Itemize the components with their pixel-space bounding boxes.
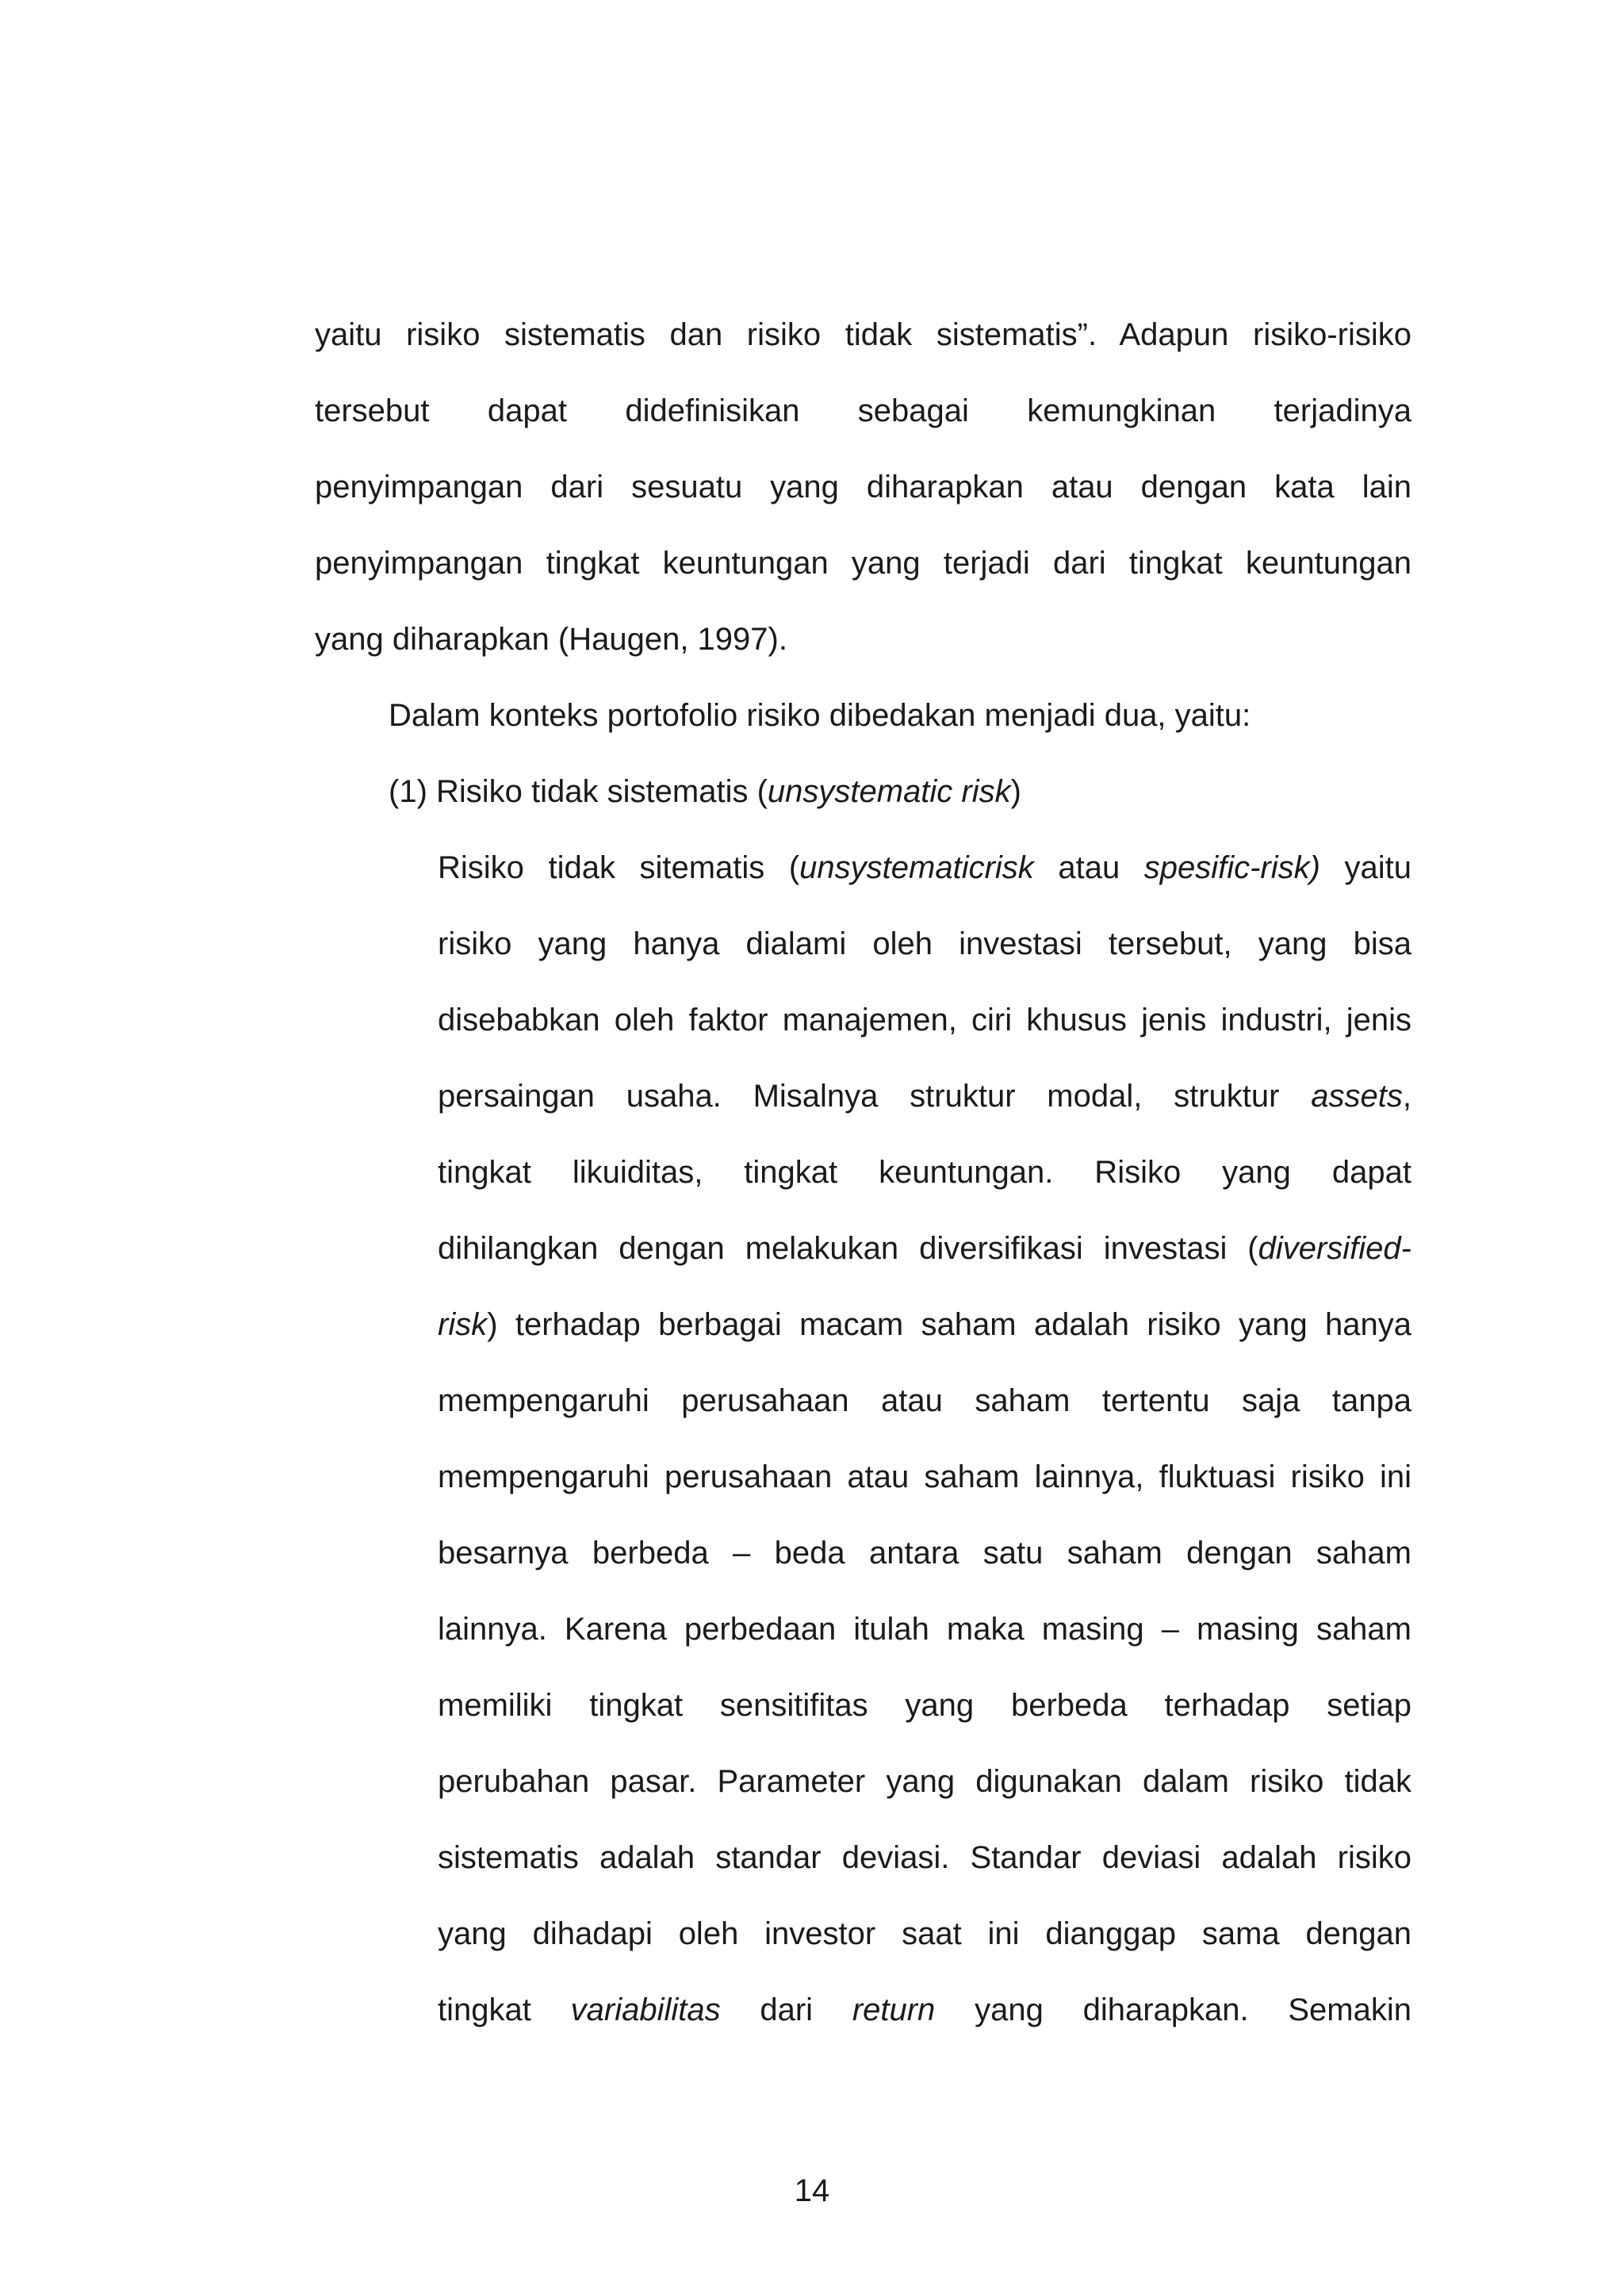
intro-sentence: Dalam konteks portofolio risiko dibedakan menjadi dua, yaitu:	[389, 698, 1251, 733]
text-run: yaitu	[1320, 850, 1412, 885]
paragraph-line	[438, 844, 1411, 892]
italic-term: return	[852, 1992, 936, 2027]
italic-term: unsystematicrisk	[799, 850, 1034, 885]
text-run: tingkat	[438, 1992, 571, 2027]
paragraph-line: penyimpangan tingkat keuntungan yang terjadi dari tingkat keuntungan	[315, 546, 1411, 581]
paragraph-line: mempengaruhi perusahaan atau saham tertentu saja tanpa	[438, 1383, 1411, 1418]
italic-term: diversified-	[1258, 1231, 1411, 1266]
italic-term: risk	[438, 1307, 488, 1342]
paragraph-line	[438, 1072, 1411, 1120]
paragraph-line: lainnya. Karena perbedaan itulah maka masing – masing saham	[438, 1612, 1411, 1647]
list-item-label-italic: unsystematic risk	[767, 774, 1011, 809]
list-item-heading	[389, 768, 1021, 815]
paragraph-line: risiko yang hanya dialami oleh investasi tersebut, yang bisa	[438, 926, 1411, 961]
text-run: ) terhadap berbagai macam saham adalah risiko yang hanya	[487, 1307, 1411, 1342]
italic-term: spesific-risk)	[1143, 850, 1320, 885]
italic-term: variabilitas	[570, 1992, 721, 2027]
paragraph-line: sistematis adalah standar deviasi. Standar deviasi adalah risiko	[438, 1840, 1411, 1875]
text-run: dihilangkan dengan melakukan diversifikasi investasi (	[438, 1231, 1258, 1266]
paragraph-line: yang diharapkan (Haugen, 1997).	[315, 622, 787, 657]
paragraph-line	[438, 1986, 1411, 2034]
text-run: dari	[720, 1992, 852, 2027]
page-number: 14	[794, 2173, 830, 2208]
paragraph-line: mempengaruhi perusahaan atau saham lainnya, fluktuasi risiko ini	[438, 1459, 1411, 1494]
paragraph-line: tersebut dapat didefinisikan sebagai kemungkinan terjadinya	[315, 393, 1411, 428]
list-item-number: (1)	[389, 774, 427, 809]
paragraph-line	[438, 1301, 1411, 1348]
italic-term: assets	[1311, 1079, 1403, 1114]
text-run: Risiko tidak sitematis (	[438, 850, 800, 885]
list-item-label-close: )	[1010, 774, 1021, 809]
paragraph-line: yaitu risiko sistematis dan risiko tidak sistematis”. Adapun risiko-risiko	[315, 317, 1411, 352]
paragraph-line: penyimpangan dari sesuatu yang diharapkan atau dengan kata lain	[315, 470, 1411, 504]
text-run: ,	[1402, 1079, 1411, 1114]
paragraph-line: memiliki tingkat sensitifitas yang berbeda terhadap setiap	[438, 1688, 1411, 1723]
paragraph-line: disebabkan oleh faktor manajemen, ciri khusus jenis industri, jenis	[438, 1003, 1411, 1037]
paragraph-line: besarnya berbeda – beda antara satu saham dengan saham	[438, 1536, 1411, 1571]
text-run: persaingan usaha. Misalnya struktur modal, struktur	[438, 1079, 1312, 1114]
text-run: atau	[1033, 850, 1144, 885]
paragraph-line: tingkat likuiditas, tingkat keuntungan. Risiko yang dapat	[438, 1155, 1411, 1190]
text-run: yang diharapkan. Semakin	[935, 1992, 1411, 2027]
paragraph-line: yang dihadapi oleh investor saat ini dianggap sama dengan	[438, 1916, 1411, 1951]
paragraph-line	[438, 1225, 1411, 1272]
paragraph-line: perubahan pasar. Parameter yang digunakan dalam risiko tidak	[438, 1764, 1411, 1799]
list-item-label: Risiko tidak sistematis (	[436, 774, 768, 809]
